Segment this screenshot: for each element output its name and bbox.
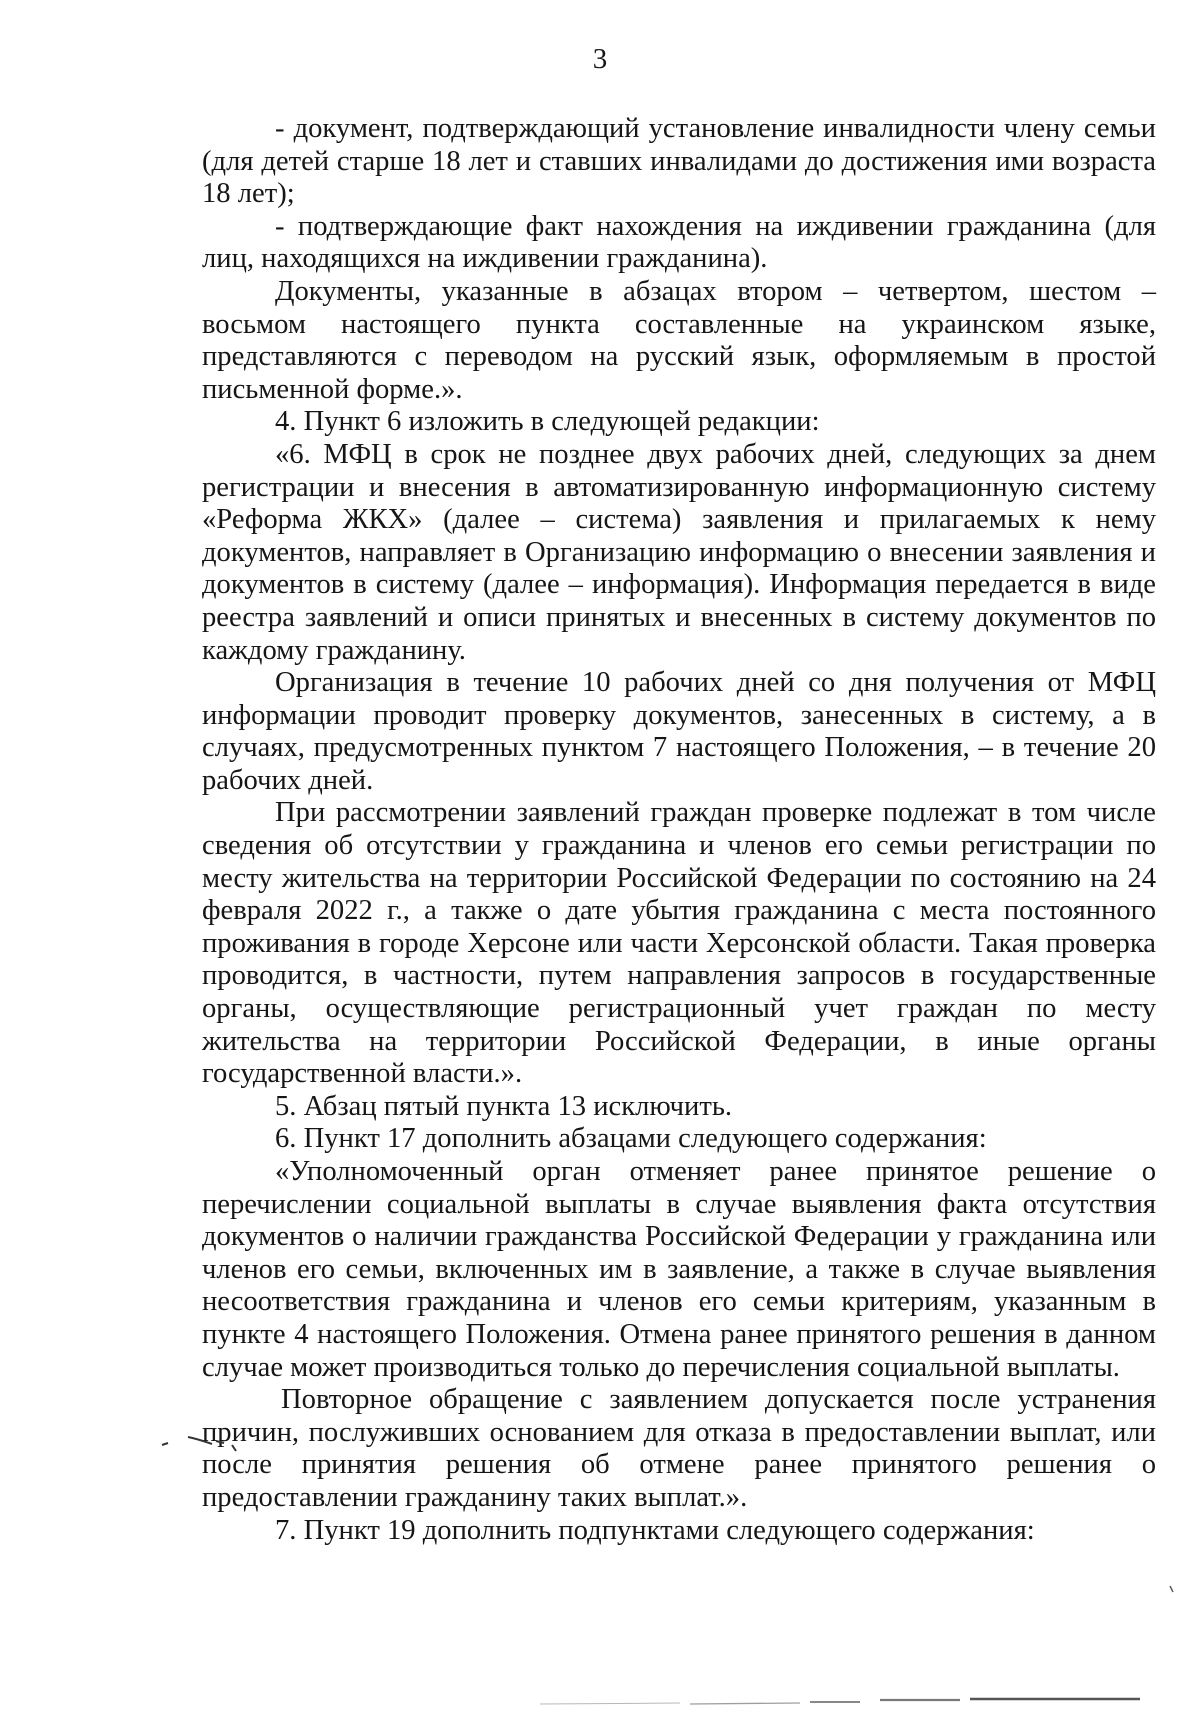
- page-number: 3: [592, 43, 608, 75]
- paragraph-point-6-text: «6. МФЦ в срок не позднее двух рабочих дней, следующих за днем регистрации и внесения в автоматизированную информационную систему «Реформа ЖКХ» (далее – система) заявления и прилагаемых к нему документов, направляет в Организацию информацию о внесении заявления и документов в систему (далее – информация). Информация передается в виде реестра заявлений и описи принятых и внесенных в систему документов по каждому гражданину.: [202, 438, 1156, 666]
- document-body: [202, 113, 1156, 1547]
- paragraph-cancel-decision: «Уполномоченный орган отменяет ранее принятое решение о перечислении социальной выплаты в случае выявления факта отсутствия документов о наличии гражданства Российской Федерации у гражданина или членов его семьи, включенных им в заявление, а также в случае выявления несоответствия гражданина и членов его семьи критериям, указанным в пункте 4 настоящего Положения. Отмена ранее принятого решения в данном случае может производиться только до перечисления социальной выплаты.: [202, 1156, 1156, 1383]
- paragraph-item-4: 4. Пункт 6 изложить в следующей редакции:: [275, 406, 820, 438]
- paragraph-item-7: 7. Пункт 19 дополнить подпунктами следующего содержания:: [275, 1514, 1035, 1546]
- scan-pen-mark: [150, 1425, 260, 1455]
- paragraph-item-6: 6. Пункт 17 дополнить абзацами следующего содержания:: [275, 1123, 987, 1155]
- paragraph-dependency-documents: - подтверждающие факт нахождения на иждивении гражданина (для лиц, находящихся на иждивении гражданина).: [202, 210, 1156, 275]
- paragraph-verification-details: При рассмотрении заявлений граждан проверке подлежат в том числе сведения об отсутствии у гражданина и членов его семьи регистрации по месту жительства на территории Российской Федерации по состоянию на 24 февраля 2022 г., а также о дате убытия гражданина с места постоянного проживания в городе Херсоне или части Херсонской области. Такая проверка проводится, в частности, путем направления запросов в государственные органы, осуществляющие регистрационный учет граждан по месту жительства на территории Российской Федерации, в иные органы государственной власти.».: [202, 797, 1156, 1090]
- paragraph-item-5: 5. Абзац пятый пункта 13 исключить.: [275, 1090, 733, 1122]
- paragraph-ukrainian-translation: Документы, указанные в абзацах втором – четвертом, шестом – восьмом настоящего пункта составленные на украинском языке, представляются с переводом на русский язык, оформляемым в простой письменной форме.».: [202, 275, 1156, 405]
- paragraph-organization-check: Организация в течение 10 рабочих дней со дня получения от МФЦ информации проводит проверку документов, занесенных в систему, а в случаях, предусмотренных пунктом 7 настоящего Положения, – в течение 20 рабочих дней.: [202, 667, 1156, 796]
- paragraph-repeat-application: Повторное обращение с заявлением допускается после устранения причин, послуживших основанием для отказа в предоставлении выплат, или после принятия решения об отмене ранее принятого решения о предоставлении гражданину таких выплат.».: [202, 1384, 1156, 1513]
- bottom-scan-smudge: [540, 1694, 1140, 1708]
- scan-dot-mark: [1168, 1584, 1176, 1594]
- paragraph-disability-document: - документ, подтверждающий установление инвалидности члену семьи (для детей старше 18 лет и ставших инвалидами до достижения ими возраста 18 лет);: [202, 113, 1156, 210]
